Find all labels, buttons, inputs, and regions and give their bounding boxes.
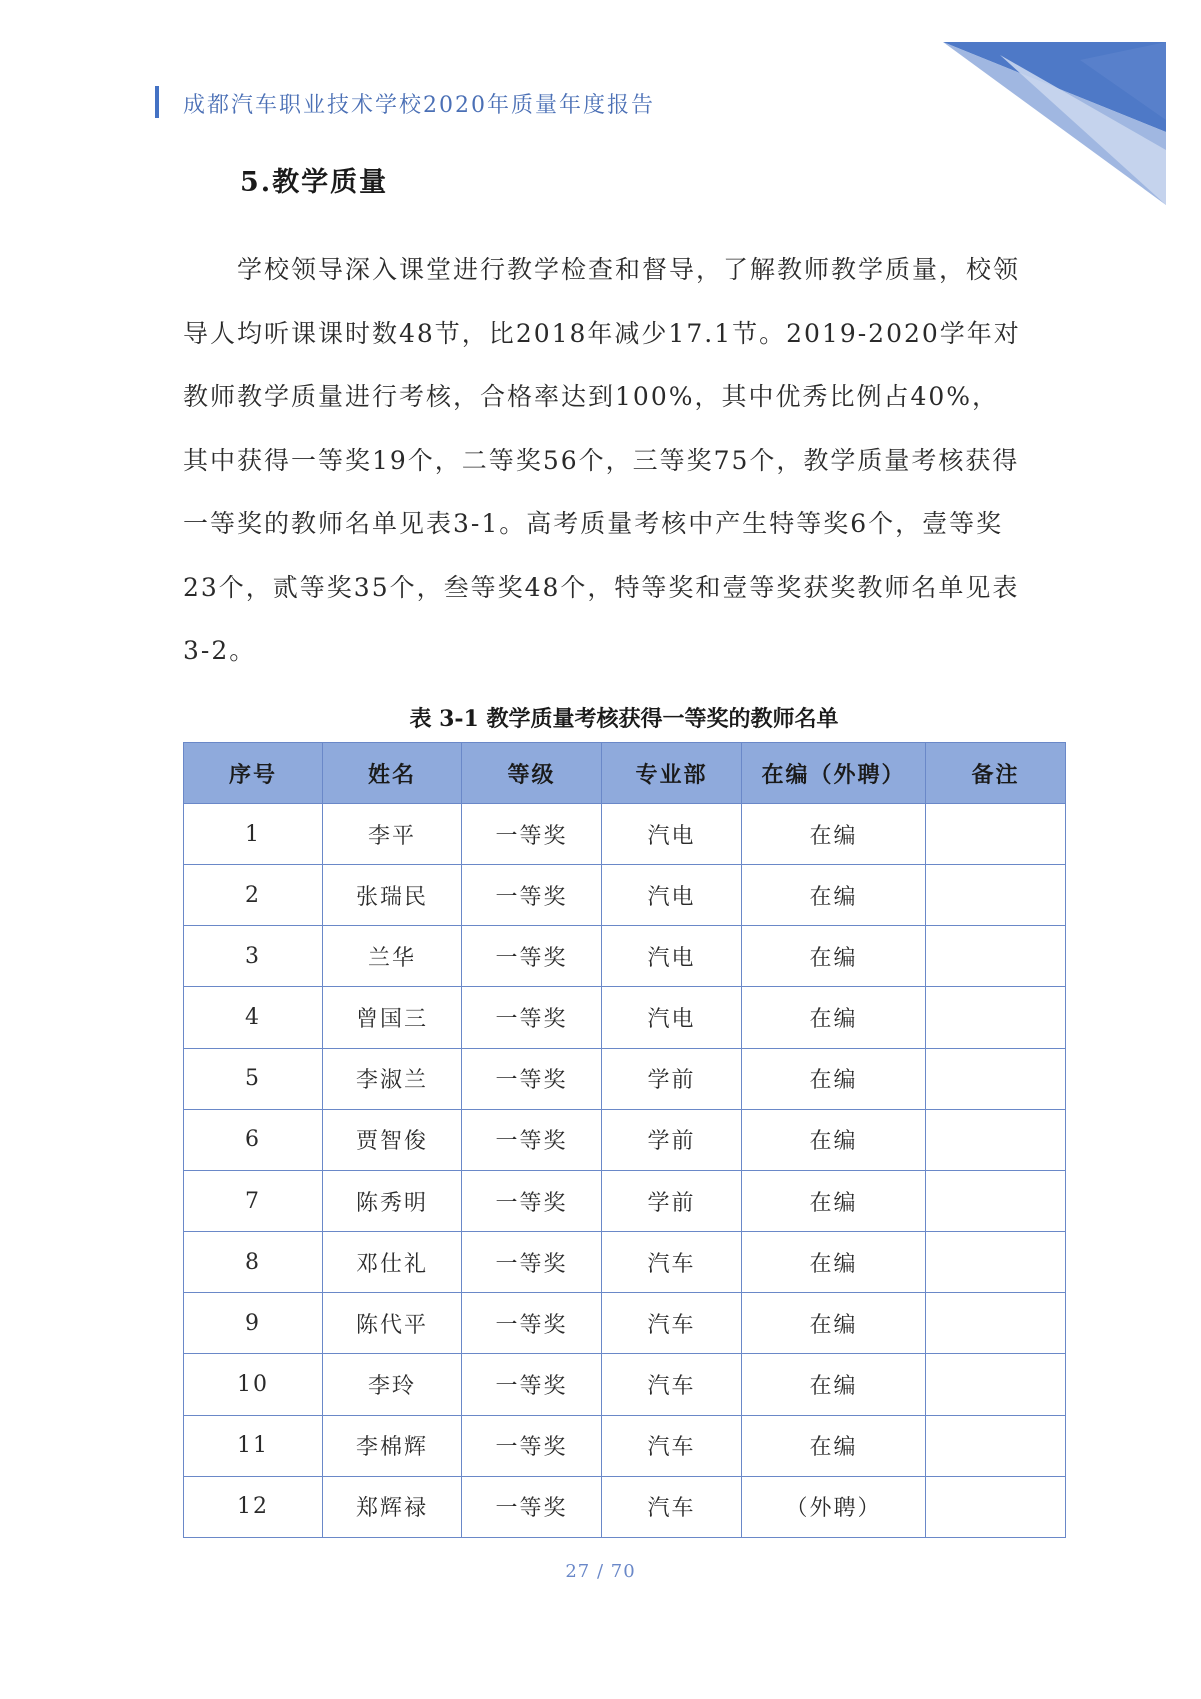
- cell-remarks: [926, 926, 1066, 987]
- table-row: [184, 1048, 1066, 1109]
- cell-remarks: [926, 987, 1066, 1048]
- table-row: [184, 1415, 1066, 1476]
- cell-level: 一等奖: [462, 1415, 602, 1476]
- cell-index: 3: [184, 926, 323, 987]
- cell-level: 一等奖: [462, 1048, 602, 1109]
- cell-remarks: [926, 1476, 1066, 1537]
- cell-level: 一等奖: [462, 804, 602, 865]
- header-cell-index: 序号: [184, 743, 323, 804]
- table-row: [184, 926, 1066, 987]
- award-table: [183, 742, 1066, 1538]
- cell-index: 2: [184, 865, 323, 926]
- cell-index: 6: [184, 1109, 323, 1170]
- cell-department: 学前: [602, 1048, 742, 1109]
- cell-department: 汽电: [602, 804, 742, 865]
- cell-name: 曾国三: [323, 987, 462, 1048]
- cell-employment: 在编: [742, 987, 926, 1048]
- cell-name: 邓仕礼: [323, 1232, 462, 1293]
- cell-name: 李淑兰: [323, 1048, 462, 1109]
- cell-index: 5: [184, 1048, 323, 1109]
- cell-level: 一等奖: [462, 1293, 602, 1354]
- table-row: [184, 1170, 1066, 1231]
- cell-index: 7: [184, 1170, 323, 1231]
- cell-department: 汽车: [602, 1415, 742, 1476]
- cell-name: 郑辉禄: [323, 1476, 462, 1537]
- cell-department: 学前: [602, 1109, 742, 1170]
- cell-level: 一等奖: [462, 1232, 602, 1293]
- header-cell-level: 等级: [462, 743, 602, 804]
- header-cell-remarks: 备注: [926, 743, 1066, 804]
- cell-employment: 在编: [742, 1170, 926, 1231]
- cell-level: 一等奖: [462, 1354, 602, 1415]
- cell-level: 一等奖: [462, 926, 602, 987]
- cell-employment: 在编: [742, 1232, 926, 1293]
- cell-remarks: [926, 1415, 1066, 1476]
- cell-remarks: [926, 804, 1066, 865]
- table-row: [184, 1232, 1066, 1293]
- cell-index: 9: [184, 1293, 323, 1354]
- cell-department: 汽电: [602, 926, 742, 987]
- cell-name: 李玲: [323, 1354, 462, 1415]
- page-number: 27 / 70: [565, 1561, 636, 1582]
- cell-department: 学前: [602, 1170, 742, 1231]
- cell-employment: 在编: [742, 1048, 926, 1109]
- cell-index: 1: [184, 804, 323, 865]
- cell-employment: 在编: [742, 1109, 926, 1170]
- cell-level: 一等奖: [462, 1170, 602, 1231]
- cell-department: 汽车: [602, 1476, 742, 1537]
- table-caption: 表 3-1 教学质量考核获得一等奖的教师名单: [409, 706, 839, 732]
- cell-name: 李平: [323, 804, 462, 865]
- cell-remarks: [926, 1293, 1066, 1354]
- cell-remarks: [926, 1109, 1066, 1170]
- cell-level: 一等奖: [462, 865, 602, 926]
- cell-level: 一等奖: [462, 987, 602, 1048]
- cell-employment: 在编: [742, 1415, 926, 1476]
- body-paragraph: 学校领导深入课堂进行教学检查和督导，了解教师教学质量，校领导人均听课课时数48节，比2018年减少17.1节。2019-2020学年对教师教学质量进行考核，合格率达到100%，其中优秀比例占40%，其中获得一等奖19个，二等奖56个，三等奖75个，教学质量考核获得一等奖的教师名单见表3-1。高考质量考核中产生特等奖6个，壹等奖23个，贰等奖35个，叁等奖48个，特等奖和壹等奖获奖教师名单见表3-2。: [183, 255, 1021, 665]
- table-row: [184, 1293, 1066, 1354]
- table-row: [184, 1476, 1066, 1537]
- cell-department: 汽电: [602, 987, 742, 1048]
- cell-remarks: [926, 1354, 1066, 1415]
- cell-name: 陈秀明: [323, 1170, 462, 1231]
- cell-employment: 在编: [742, 926, 926, 987]
- table-row: [184, 1109, 1066, 1170]
- cell-index: 12: [184, 1476, 323, 1537]
- cell-employment: 在编: [742, 804, 926, 865]
- header-accent-bar: [155, 86, 159, 118]
- table-row: [184, 987, 1066, 1048]
- cell-employment: 在编: [742, 1293, 926, 1354]
- cell-name: 陈代平: [323, 1293, 462, 1354]
- header-cell-name: 姓名: [323, 743, 462, 804]
- cell-name: 张瑞民: [323, 865, 462, 926]
- cell-department: 汽电: [602, 865, 742, 926]
- header-cell-department: 专业部: [602, 743, 742, 804]
- report-header-title: 成都汽车职业技术学校2020年质量年度报告: [183, 93, 655, 118]
- cell-department: 汽车: [602, 1354, 742, 1415]
- cell-remarks: [926, 1170, 1066, 1231]
- table-row: [184, 865, 1066, 926]
- table-row: [184, 1354, 1066, 1415]
- section-heading: 5.教学质量: [240, 167, 389, 198]
- cell-employment: 在编: [742, 865, 926, 926]
- cell-index: 11: [184, 1415, 323, 1476]
- header-cell-employment: 在编（外聘）: [742, 743, 926, 804]
- cell-index: 8: [184, 1232, 323, 1293]
- cell-department: 汽车: [602, 1232, 742, 1293]
- cell-remarks: [926, 865, 1066, 926]
- table-header-row: [184, 743, 1066, 804]
- cell-employment: 在编: [742, 1354, 926, 1415]
- cell-name: 贾智俊: [323, 1109, 462, 1170]
- cell-name: 李棉辉: [323, 1415, 462, 1476]
- cell-level: 一等奖: [462, 1109, 602, 1170]
- cell-remarks: [926, 1232, 1066, 1293]
- cell-department: 汽车: [602, 1293, 742, 1354]
- cell-name: 兰华: [323, 926, 462, 987]
- cell-index: 4: [184, 987, 323, 1048]
- cell-level: 一等奖: [462, 1476, 602, 1537]
- table-row: [184, 804, 1066, 865]
- cell-index: 10: [184, 1354, 323, 1415]
- cell-employment: （外聘）: [742, 1476, 926, 1537]
- cell-remarks: [926, 1048, 1066, 1109]
